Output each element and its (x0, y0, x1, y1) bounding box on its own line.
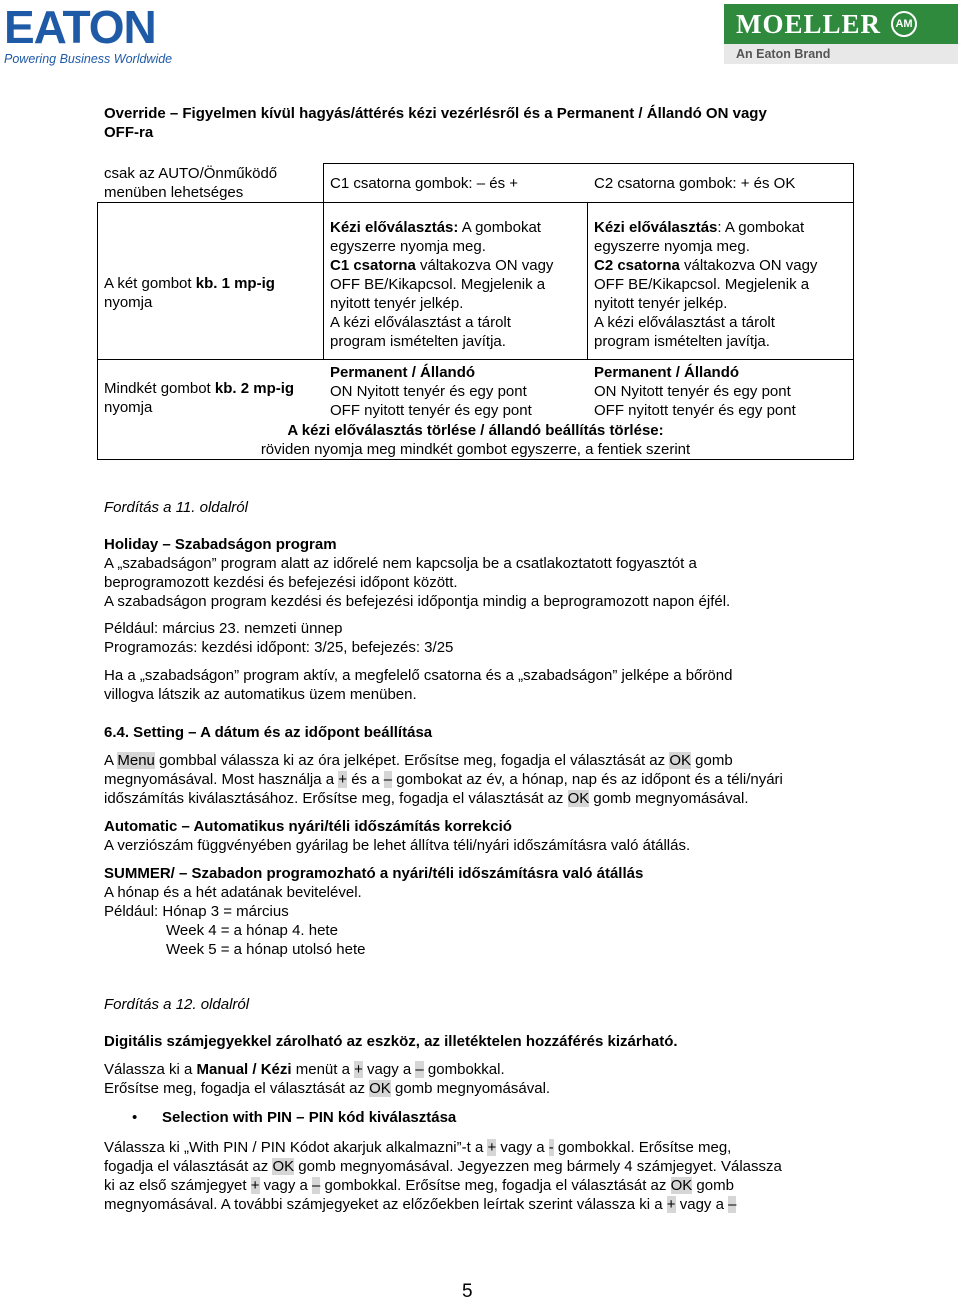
moeller-subtitle: An Eaton Brand (724, 44, 958, 64)
automatic-section: Automatic – Automatikus nyári/téli időszámítás korrekció A verziószám függvényében gyárilag be lehet állítva téli/nyári időszámításra való átállás. (104, 817, 944, 855)
setting-title: 6.4. Setting – A dátum és az időpont beállítása (104, 724, 433, 741)
minus-key: – (312, 1177, 321, 1194)
ok-key: OK (567, 790, 590, 807)
plus-key: + (666, 1196, 676, 1213)
ok-key: OK (369, 1080, 391, 1097)
automatic-title: Automatic – Automatikus nyári/téli időszámítás korrekció (104, 818, 512, 835)
minus-key: – (415, 1061, 424, 1078)
digital-section: Digitális számjegyekkel zárolható az eszköz, az illetéktelen hozzáférés kizárható. Válassza ki a Manual / Kézi menüt a + vagy a – gombokkal. Erősítse meg, fogadja el választását az OK gomb megnyomásával. (104, 1032, 944, 1098)
holiday-section: Holiday – Szabadságon program A „szabadságon” program alatt az időrelé nem kapcsolja be a csatlakoztatott fogyasztót a beprogramozott kezdési és befejezési időpont között. A szabadságon program kezdési és befejezési időpontja mindig a beprogramozott napon éjfél. Például: március 23. nemzeti ünnep Programozás: kezdési időpont: 3/25, befejezés: 3/25 Ha a „szabadságon” program aktív, a megfelelő csatorna és a „szabadságon” jelképe a bőrönd villogva látszik az automatikus üzem menüben. (104, 535, 944, 704)
minus-key: – (383, 771, 393, 788)
plus-key: + (338, 771, 348, 788)
setting-section: 6.4. Setting – A dátum és az időpont beállítása A Menu gombbal válassza ki az óra jelképet. Erősítse meg, fogadja el választását az OK gomb megnyomásával. Most használja a + és a – gombokat az év, a hónap, nap és az időpont és a téli/nyári időszámítás kiválasztásához. Erősítse meg, fogadja el választását az OK gomb megnyomásával. (104, 723, 944, 808)
ok-key: OK (669, 752, 692, 769)
eaton-logo-text: EATON (4, 1, 156, 53)
table-header-left-border (323, 163, 324, 203)
table-divider-left (323, 202, 324, 360)
table-note-line2: menüben lehetséges (104, 184, 244, 201)
row1-label: A két gombot kb. 1 mp-ig nyomja (104, 275, 275, 311)
c2-manual-cell: Kézi előválasztás: A gombokat egyszerre nyomja meg. C2 csatorna váltakozva ON vagy OFF BE/Kikapcsol. Megjelenik a nyitott tenyér jelkép. A kézi előválasztást a tárolt program ismételten javítja. (594, 219, 818, 350)
c1-header: C1 csatorna gombok: – és + (330, 175, 519, 192)
eaton-logo (4, 1, 194, 66)
plus-key: + (354, 1061, 363, 1078)
digital-title: Digitális számjegyekkel zárolható az eszköz, az illetéktelen hozzáférés kizárható. (104, 1033, 678, 1050)
ok-key: OK (670, 1177, 693, 1194)
pin-bullet-item (132, 1109, 457, 1126)
pin-title: Selection with PIN – PIN kód kiválasztása (162, 1109, 457, 1126)
table-note (104, 164, 319, 202)
c1-permanent-cell: Permanent / Állandó ON Nyitott tenyér és egy pont OFF nyitott tenyér és egy pont (330, 364, 532, 419)
moeller-logo-text: MOELLER (736, 8, 882, 39)
c2-header: C2 csatorna gombok: + és OK (594, 175, 796, 192)
table-header-right-border (853, 163, 854, 203)
plus-key: + (250, 1177, 260, 1194)
moeller-logo-bar (724, 4, 958, 44)
menu-key: Menu (117, 752, 155, 769)
c1-manual-cell: Kézi előválasztás: A gombokat egyszerre nyomja meg. C1 csatorna váltakozva ON vagy OFF BE/Kikapcsol. Megjelenik a nyitott tenyér jelkép. A kézi előválasztást a tárolt program ismételten javítja. (330, 219, 554, 350)
bullet-icon: • (132, 1109, 138, 1126)
holiday-title: Holiday – Szabadságon program (104, 536, 337, 553)
page-number: 5 (462, 1281, 473, 1302)
table-note-line1: csak az AUTO/Önműködő (104, 165, 278, 182)
pin-section: Válassza ki „With PIN / PIN Kódot akarjuk alkalmazni”-t a + vagy a - gombokkal. Erősítse meg, fogadja el választását az OK gomb megnyomásával. Jegyezzen meg bármely 4 számjegyet. Válassza ki az első számjegyet + vagy a – gombokkal. Erősítse meg, fogadja el választását az OK gomb megnyomásával. A további számjegyeket az előzőekben leírtak szerint válassza ki a + vagy a – (104, 1139, 782, 1213)
translation-note-1: Fordítás a 11. oldalról (104, 499, 248, 516)
override-title (104, 104, 864, 142)
table-divider-mid (587, 202, 588, 360)
plus-key: + (487, 1139, 497, 1156)
minus-key: - (548, 1139, 554, 1156)
translation-note-2: Fordítás a 12. oldalról (104, 996, 250, 1013)
eaton-tagline: Powering Business Worldwide (4, 52, 173, 66)
table-header-top-border (323, 163, 854, 164)
summer-section: SUMMER/ – Szabadon programozható a nyári/téli időszámításra való átállás A hónap és a hét adatának bevitelével. Például: Hónap 3 = március Week 4 = a hónap 4. hete Week 5 = a hónap utolsó hete (104, 864, 944, 959)
moeller-logo (724, 4, 958, 64)
row2-label: Mindkét gombot kb. 2 mp-ig nyomja (104, 380, 295, 416)
ok-key: OK (272, 1158, 295, 1175)
summer-title: SUMMER/ – Szabadon programozható a nyári/téli időszámításra való átállás (104, 865, 644, 882)
table-row-divider (97, 359, 854, 360)
moeller-emblem-icon: AM (891, 11, 917, 37)
override-title-line1: Override – Figyelmen kívül hagyás/áttérés kézi vezérlésről és a Permanent / Állandó ON vagy (104, 105, 767, 122)
override-title-line2: OFF-ra (104, 124, 154, 141)
table-footer: A kézi előválasztás törlése / állandó beállítás törlése: röviden nyomja meg mindkét gombot egyszerre, a fentiek szerint (260, 422, 691, 458)
c2-permanent-cell: Permanent / Állandó ON Nyitott tenyér és egy pont OFF nyitott tenyér és egy pont (594, 364, 796, 419)
minus-key: – (728, 1196, 737, 1213)
